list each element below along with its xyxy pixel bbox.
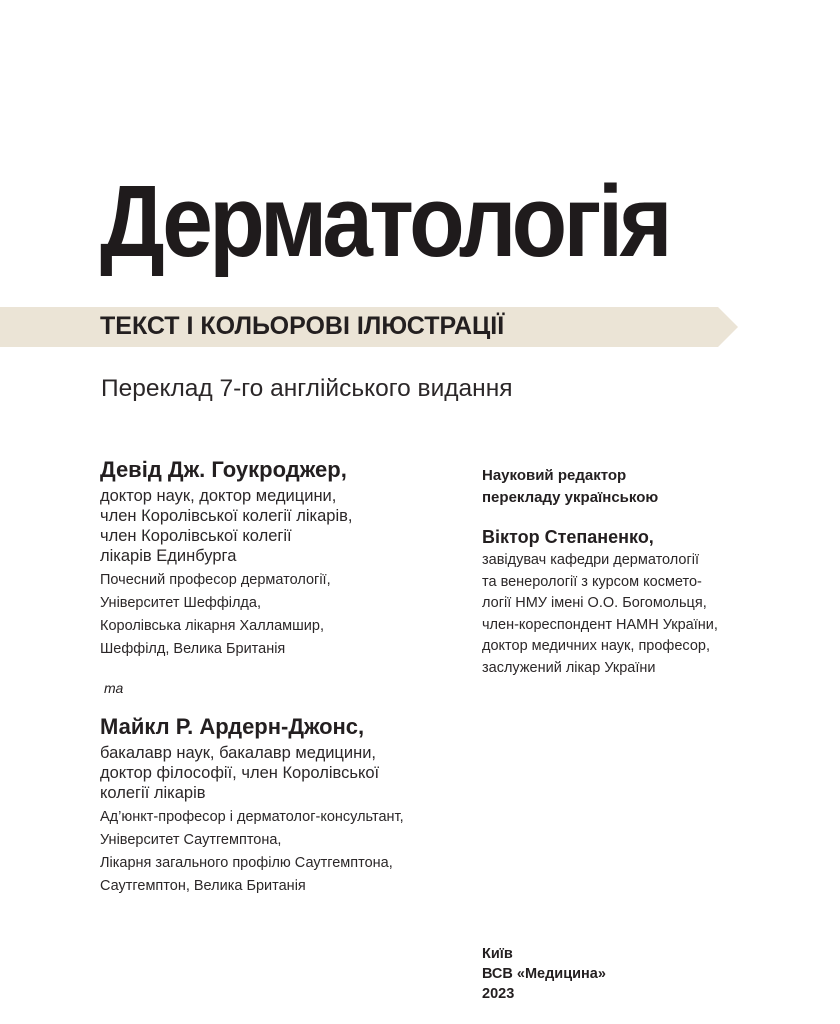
- author-degrees: [100, 743, 404, 803]
- degree-line: лікарів Единбурга: [100, 547, 237, 566]
- imprint-year: 2023: [482, 986, 515, 1002]
- author-affiliation: [100, 569, 352, 661]
- affiliation-line: Університет Саутгемптона,: [100, 832, 282, 849]
- book-title: Дерматологія: [100, 166, 669, 278]
- author-affiliation: [100, 806, 404, 898]
- affiliation-line: Лікарня загального профілю Саутгемптона,: [100, 855, 393, 872]
- editor-heading-line: перекладу українською: [482, 489, 659, 506]
- degree-line: член Королівської колегії лікарів,: [100, 507, 353, 526]
- affiliation-line: Ад’юнкт-професор і дерматолог-консультант,: [100, 809, 404, 826]
- affiliation-line: Університет Шеффілда,: [100, 595, 261, 612]
- editor-detail-line: член-кореспондент НАМН України,: [482, 616, 718, 633]
- author-block-1: [100, 458, 352, 661]
- editor-name: Віктор Степаненко,: [482, 527, 654, 547]
- affiliation-line: Саутгемптон, Велика Британія: [100, 878, 306, 895]
- editor-detail-line: заслужений лікар України: [482, 659, 656, 676]
- conjunction-and: та: [104, 680, 124, 696]
- imprint-city: Київ: [482, 946, 513, 962]
- book-subtitle: ТЕКСТ І КОЛЬОРОВІ ІЛЮСТРАЦІЇ: [100, 312, 505, 340]
- affiliation-line: Почесний професор дерматології,: [100, 572, 331, 589]
- imprint-publisher: ВСВ «Медицина»: [482, 966, 606, 982]
- degree-line: член Королівської колегії: [100, 527, 292, 546]
- degree-line: бакалавр наук, бакалавр медицини,: [100, 744, 376, 763]
- affiliation-line: Королівська лікарня Халламшир,: [100, 618, 324, 635]
- author-block-2: [100, 715, 404, 898]
- editor-detail-line: завідувач кафедри дерматології: [482, 552, 700, 568]
- degree-line: колегії лікарів: [100, 784, 206, 803]
- author-name: Девід Дж. Гоукроджер,: [100, 457, 347, 482]
- editor-details: [482, 550, 718, 679]
- editor-detail-line: та венерології з курсом космето-: [482, 573, 702, 590]
- translation-note: Переклад 7-го англійського видання: [101, 375, 513, 402]
- author-degrees: [100, 486, 352, 566]
- editor-block: [482, 465, 718, 679]
- degree-line: доктор наук, доктор медицини,: [100, 487, 337, 506]
- affiliation-line: Шеффілд, Велика Британія: [100, 641, 286, 658]
- editor-detail-line: логії НМУ імені О.О. Богомольця,: [482, 595, 707, 611]
- author-name: Майкл Р. Ардерн-Джонс,: [100, 714, 365, 739]
- editor-detail-line: доктор медичних наук, професор,: [482, 638, 710, 654]
- imprint: [482, 944, 606, 1004]
- editor-heading-line: Науковий редактор: [482, 467, 627, 484]
- degree-line: доктор філософії, член Королівської: [100, 764, 380, 783]
